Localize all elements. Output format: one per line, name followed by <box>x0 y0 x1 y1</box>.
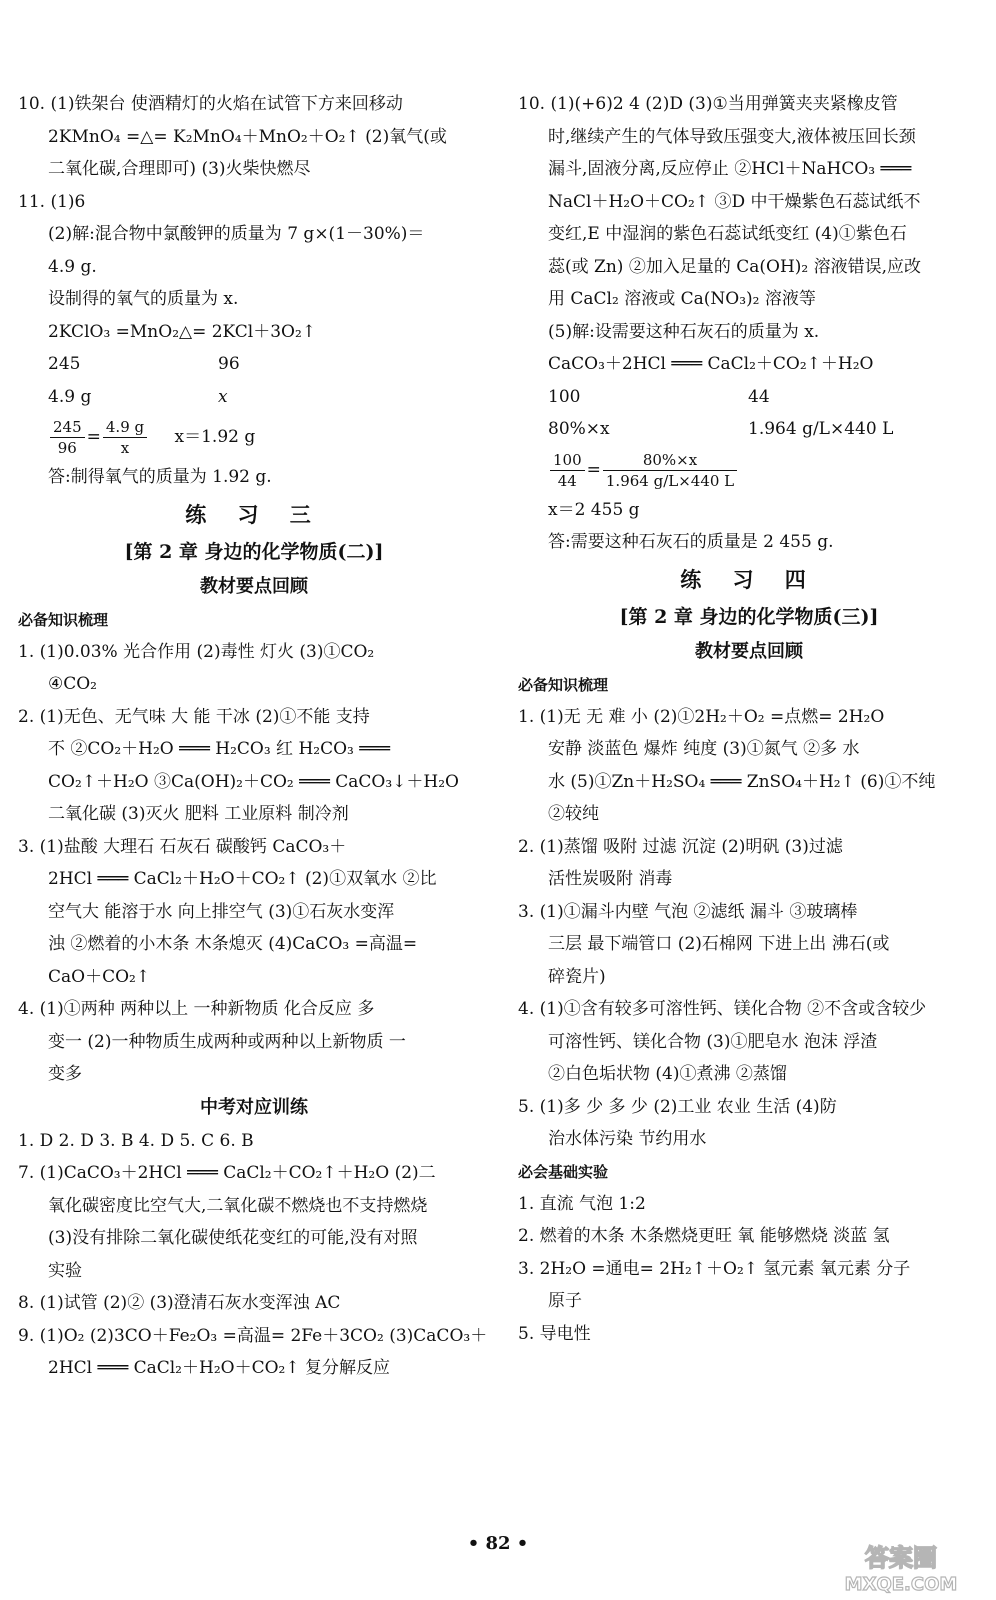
watermark-text: MXQE.COM <box>844 1574 958 1595</box>
watermark-text: 答案圈 <box>865 1544 937 1572</box>
proportion-line: $\frac{100}{44}$ = $\frac{80\%\times x}{1.964 g/L\times 440 L}$ <box>518 446 980 494</box>
text-line: 二氧化碳 (3)灭火 肥料 工业原料 制冷剂 <box>48 804 349 824</box>
text-line: CO₂↑＋H₂O ③Ca(OH)₂＋CO₂ ═══ CaCO₃↓＋H₂O <box>48 771 459 792</box>
text-line: 2. (1)无色、无气味 大 能 干冰 (2)①不能 支持 <box>18 706 370 727</box>
fraction-denominator: 44 <box>557 471 577 490</box>
text-line: 三层 最下端管口 (2)石棉网 下进上出 沸石(或 <box>548 934 890 954</box>
equation: 2KClO₃ =MnO₂△= 2KCl＋3O₂↑ <box>48 321 317 342</box>
text-line: 漏斗,固液分离,反应停止 ②HCl＋NaHCO₃ ═══ <box>548 159 912 179</box>
exercise-title: 练 习 四 <box>680 566 818 592</box>
text-line: 1. 直流 气泡 1:2 <box>518 1193 646 1214</box>
text-line: 2HCl ═══ CaCl₂＋H₂O＋CO₂↑ 复分解反应 <box>48 1358 390 1378</box>
text-line: 2. 燃着的木条 木条燃烧更旺 氧 能够燃烧 淡蓝 氢 <box>518 1226 890 1246</box>
text-line: 1. (1)0.03% 光合作用 (2)毒性 灯火 (3)①CO₂ <box>18 641 375 662</box>
ratio-row <box>518 413 980 446</box>
answer-line: 答:制得氧气的质量为 1.92 g. <box>48 467 272 487</box>
text-line: 4. (1)①含有较多可溶性钙、镁化合物 ②不含或含较少 <box>518 999 927 1019</box>
ratio-cell: 245 <box>48 354 81 374</box>
text-line: 碎瓷片) <box>548 966 606 987</box>
right-column <box>518 88 980 1350</box>
fraction <box>50 417 85 458</box>
text-line: 二氧化碳,合理即可) (3)火柴快燃尽 <box>48 159 311 179</box>
exercise-title: 练 习 三 <box>185 501 323 527</box>
proportion-line: $\frac{245}{96}$ = $\frac{4.9 g}{x}$ x＝1.92 g <box>18 413 490 461</box>
subsection-label: 必会基础实验 <box>518 1162 609 1181</box>
fraction <box>603 450 737 491</box>
text-line: 原子 <box>548 1291 582 1311</box>
text-line: 活性炭吸附 消毒 <box>548 869 673 889</box>
text-line: 水 (5)①Zn＋H₂SO₄ ═══ ZnSO₄＋H₂↑ (6)①不纯 <box>548 771 936 792</box>
text-line: 氧化碳密度比空气大,二氧化碳不燃烧也不支持燃烧 <box>48 1195 428 1216</box>
section-heading: 教材要点回顾 <box>695 640 803 662</box>
text-line: 5. (1)多 少 多 少 (2)工业 农业 生活 (4)防 <box>518 1096 837 1117</box>
text-line: 变多 <box>48 1064 82 1084</box>
ratio-cell: 44 <box>748 386 770 407</box>
section-heading: 中考对应训练 <box>200 1096 308 1118</box>
ratio-cell: 1.964 g/L×440 L <box>748 419 894 439</box>
text-line: 用 CaCl₂ 溶液或 Ca(NO₃)₂ 溶液等 <box>548 289 816 309</box>
text-line: 2KMnO₄ =△= K₂MnO₄＋MnO₂＋O₂↑ (2)氧气(或 <box>48 126 447 147</box>
text-line: ②较纯 <box>548 804 599 824</box>
text-line: 9. (1)O₂ (2)3CO＋Fe₂O₃ =高温= 2Fe＋3CO₂ (3)CaCO₃＋ <box>18 1325 488 1346</box>
ratio-cell: x <box>218 386 228 407</box>
text-line: 5. 导电性 <box>518 1323 591 1344</box>
page-number: • 82 • <box>467 1533 529 1554</box>
text-line: 时,继续产生的气体导致压强变大,液体被压回长颈 <box>548 126 916 147</box>
text-line: (3)没有排除二氧化碳使纸花变红的可能,没有对照 <box>48 1228 418 1248</box>
text-line: 4.9 g. <box>48 256 97 277</box>
ratio-cell: 96 <box>218 354 240 374</box>
fraction-numerator: 245 <box>50 417 85 438</box>
text-line: 浊 ②燃着的小木条 木条熄灭 (4)CaCO₃ =高温= <box>48 934 418 954</box>
subsection-label: 必备知识梳理 <box>518 675 609 694</box>
text-line: 2HCl ═══ CaCl₂＋H₂O＋CO₂↑ (2)①双氧水 ②比 <box>48 869 437 889</box>
text-line: 空气大 能溶于水 向上排空气 (3)①石灰水变浑 <box>48 901 395 922</box>
ratio-cell: 4.9 g <box>48 386 92 407</box>
watermark-logo <box>816 1540 986 1596</box>
text-line: 8. (1)试管 (2)② (3)澄清石灰水变浑浊 AC <box>18 1293 341 1313</box>
text-line: 10. (1)(+6)2 4 (2)D (3)①当用弹簧夹夹紧橡皮管 <box>518 94 898 114</box>
fraction <box>550 450 585 491</box>
text-line: 3. (1)盐酸 大理石 石灰石 碳酸钙 CaCO₃＋ <box>18 836 347 857</box>
text-line: 1. (1)无 无 难 小 (2)①2H₂＋O₂ =点燃= 2H₂O <box>518 706 885 727</box>
fraction-numerator: 100 <box>550 450 585 471</box>
ratio-row <box>518 381 980 414</box>
text-line: 不 ②CO₂＋H₂O ═══ H₂CO₃ 红 H₂CO₃ ═══ <box>48 739 390 759</box>
text-line: 蕊(或 Zn) ②加入足量的 Ca(OH)₂ 溶液错误,应改 <box>548 256 922 277</box>
text-line: (5)解:设需要这种石灰石的质量为 x. <box>548 321 820 342</box>
text-line: ②白色垢状物 (4)①煮沸 ②蒸馏 <box>548 1064 787 1084</box>
text-line: NaCl＋H₂O＋CO₂↑ ③D 中干燥紫色石蕊试纸不 <box>548 191 921 212</box>
left-column <box>18 88 490 1385</box>
subsection-label: 必备知识梳理 <box>18 610 109 629</box>
text-line: 4. (1)①两种 两种以上 一种新物质 化合反应 多 <box>18 999 375 1019</box>
fraction-denominator: 96 <box>57 439 77 457</box>
text-line: 11. (1)6 <box>18 191 86 212</box>
text-line: ④CO₂ <box>48 674 97 694</box>
text-line: 可溶性钙、镁化合物 (3)①肥皂水 泡沫 浮渣 <box>548 1031 878 1052</box>
chapter-heading: [第 2 章 身边的化学物质(二)] <box>124 540 384 563</box>
text-line: 治水体污染 节约用水 <box>548 1129 707 1149</box>
text-line: 安静 淡蓝色 爆炸 纯度 (3)①氮气 ②多 水 <box>548 739 860 759</box>
text-line: 3. (1)①漏斗内壁 气泡 ②滤纸 漏斗 ③玻璃棒 <box>518 901 858 922</box>
fraction-numerator: 80%×x <box>603 450 737 471</box>
fraction-denominator: x <box>120 439 130 457</box>
answer-line: 答:需要这种石灰石的质量是 2 455 g. <box>548 532 834 552</box>
text-line: 3. 2H₂O =通电= 2H₂↑＋O₂↑ 氢元素 氧元素 分子 <box>518 1258 911 1279</box>
text-line: (2)解:混合物中氯酸钾的质量为 7 g×(1－30%)＝ <box>48 224 425 244</box>
fraction-denominator: 1.964 g/L×440 L <box>605 471 735 490</box>
fraction <box>103 417 147 458</box>
text-line: CaO＋CO₂↑ <box>48 966 151 987</box>
ratio-row <box>18 348 490 381</box>
result: x＝2 455 g <box>548 499 640 520</box>
text-line: 实验 <box>48 1260 82 1281</box>
text-line: 变一 (2)一种物质生成两种或两种以上新物质 一 <box>48 1031 406 1052</box>
text-line: 设制得的氧气的质量为 x. <box>48 289 239 309</box>
text-line: 变红,E 中湿润的紫色石蕊试纸变红 (4)①紫色石 <box>548 224 907 244</box>
ratio-cell: 100 <box>548 386 581 407</box>
section-heading: 教材要点回顾 <box>200 575 308 597</box>
ratio-cell: 80%×x <box>548 419 610 439</box>
fraction-numerator: 4.9 g <box>103 417 147 438</box>
text-line: 10. (1)铁架台 使酒精灯的火焰在试管下方来回移动 <box>18 94 403 114</box>
text-line: 2. (1)蒸馏 吸附 过滤 沉淀 (2)明矾 (3)过滤 <box>518 836 843 857</box>
text-line: 7. (1)CaCO₃＋2HCl ═══ CaCl₂＋CO₂↑＋H₂O (2)二 <box>18 1163 436 1183</box>
text-line: 1. D 2. D 3. B 4. D 5. C 6. B <box>18 1130 254 1151</box>
equation: CaCO₃＋2HCl ═══ CaCl₂＋CO₂↑＋H₂O <box>548 354 874 374</box>
chapter-heading: [第 2 章 身边的化学物质(三)] <box>619 605 879 628</box>
result: x＝1.92 g <box>174 427 256 447</box>
ratio-row <box>18 381 490 414</box>
